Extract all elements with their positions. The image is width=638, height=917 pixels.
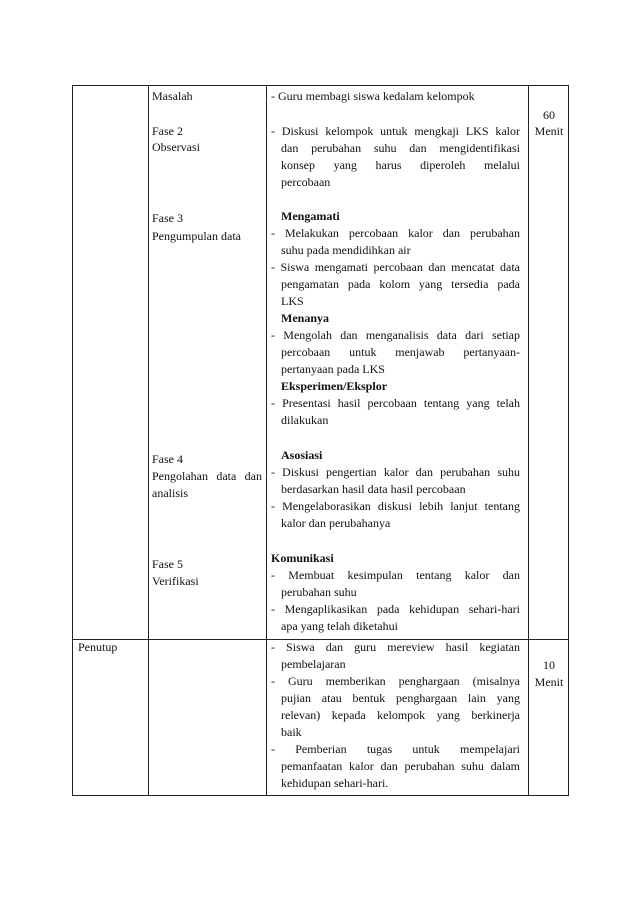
activity-line: - Membuat kesimpulan tentang kalor dan — [271, 568, 520, 582]
activity-line: - Presentasi hasil percobaan tentang yang telah — [271, 396, 520, 410]
activity-line: pemanfaatan kalor dan perubahan suhu dalam — [281, 759, 520, 773]
activity-line: konsep yang harus diperoleh melalui — [281, 158, 520, 172]
column-divider — [148, 86, 149, 795]
phase-4-title: Fase 4 — [152, 452, 183, 466]
phase-4-name: Pengolahan data dan — [152, 469, 262, 483]
activity-line: relevan) kepada kelompok yang berkinerja — [281, 708, 520, 722]
stage-penutup-label: Penutup — [78, 640, 118, 654]
activity-line: - Siswa mengamati percobaan dan mencatat data — [271, 260, 520, 274]
activity-line: berdasarkan hasil data hasil percobaan — [281, 482, 466, 496]
activity-line: perubahan suhu — [281, 585, 357, 599]
activity-line: - Mengaplikasikan pada kehidupan sehari-hari — [271, 602, 520, 616]
phase-2-name: Observasi — [152, 140, 200, 154]
phase-3-title: Fase 3 — [152, 211, 183, 225]
time-unit: Menit — [534, 124, 564, 138]
lesson-plan-table — [72, 85, 569, 796]
activity-line: baik — [281, 725, 302, 739]
activity-line: pengamatan pada kolom yang tersedia pada — [281, 277, 520, 291]
activity-line: - Guru memberikan penghargaan (misalnya — [271, 674, 520, 688]
time-value: 10 — [543, 658, 555, 672]
time-unit: Menit — [534, 675, 564, 689]
activity-line: percobaan — [281, 175, 331, 189]
activity-line: pujian atau bentuk penghargaan lain yang — [281, 691, 520, 705]
activity-line: - Siswa dan guru mereview hasil kegiatan — [271, 640, 520, 654]
activity-heading-asosiasi: Asosiasi — [281, 448, 323, 462]
activity-heading-eksperimen: Eksperimen/Eksplor — [281, 379, 388, 393]
activity-heading-menanya: Menanya — [281, 311, 329, 325]
activity-line: percobaan untuk menjawab pertanyaan- — [281, 345, 520, 359]
activity-line: LKS — [281, 294, 304, 308]
activity-line: dan perubahan suhu dan mengidentifikasi — [281, 141, 520, 155]
activity-line: - Pemberian tugas untuk mempelajari — [271, 742, 520, 756]
time-value: 60 — [543, 108, 555, 122]
activity-line: - Guru membagi siswa kedalam kelompok — [271, 89, 475, 103]
activity-heading-mengamati: Mengamati — [281, 209, 340, 223]
phase-2-title: Fase 2 — [152, 124, 183, 138]
activity-line: pertanyaan pada LKS — [281, 362, 385, 376]
phase-3-name: Pengumpulan data — [152, 229, 241, 243]
activity-heading-komunikasi: Komunikasi — [271, 551, 334, 565]
activity-line: - Diskusi kelompok untuk mengkaji LKS kalor — [271, 124, 520, 138]
activity-line: - Melakukan percobaan kalor dan perubahan — [271, 226, 520, 240]
activity-line: - Mengelaborasikan diskusi lebih lanjut tentang — [271, 499, 520, 513]
column-divider — [266, 86, 267, 795]
activity-line: suhu pada mendidihkan air — [281, 243, 411, 257]
activity-line: pembelajaran — [281, 657, 346, 671]
activity-line: - Mengolah dan menganalisis data dari setiap — [271, 328, 520, 342]
activity-line: kehidupan sehari-hari. — [281, 776, 389, 790]
phase-masalah-label: Masalah — [152, 89, 193, 103]
phase-5-title: Fase 5 — [152, 557, 183, 571]
phase-5-name: Verifikasi — [152, 574, 199, 588]
activity-line: apa yang telah diketahui — [281, 619, 398, 633]
activity-line: - Diskusi pengertian kalor dan perubahan suhu — [271, 465, 520, 479]
phase-4-name: analisis — [152, 486, 188, 500]
activity-line: kalor dan perubahanya — [281, 516, 391, 530]
activity-line: dilakukan — [281, 413, 329, 427]
